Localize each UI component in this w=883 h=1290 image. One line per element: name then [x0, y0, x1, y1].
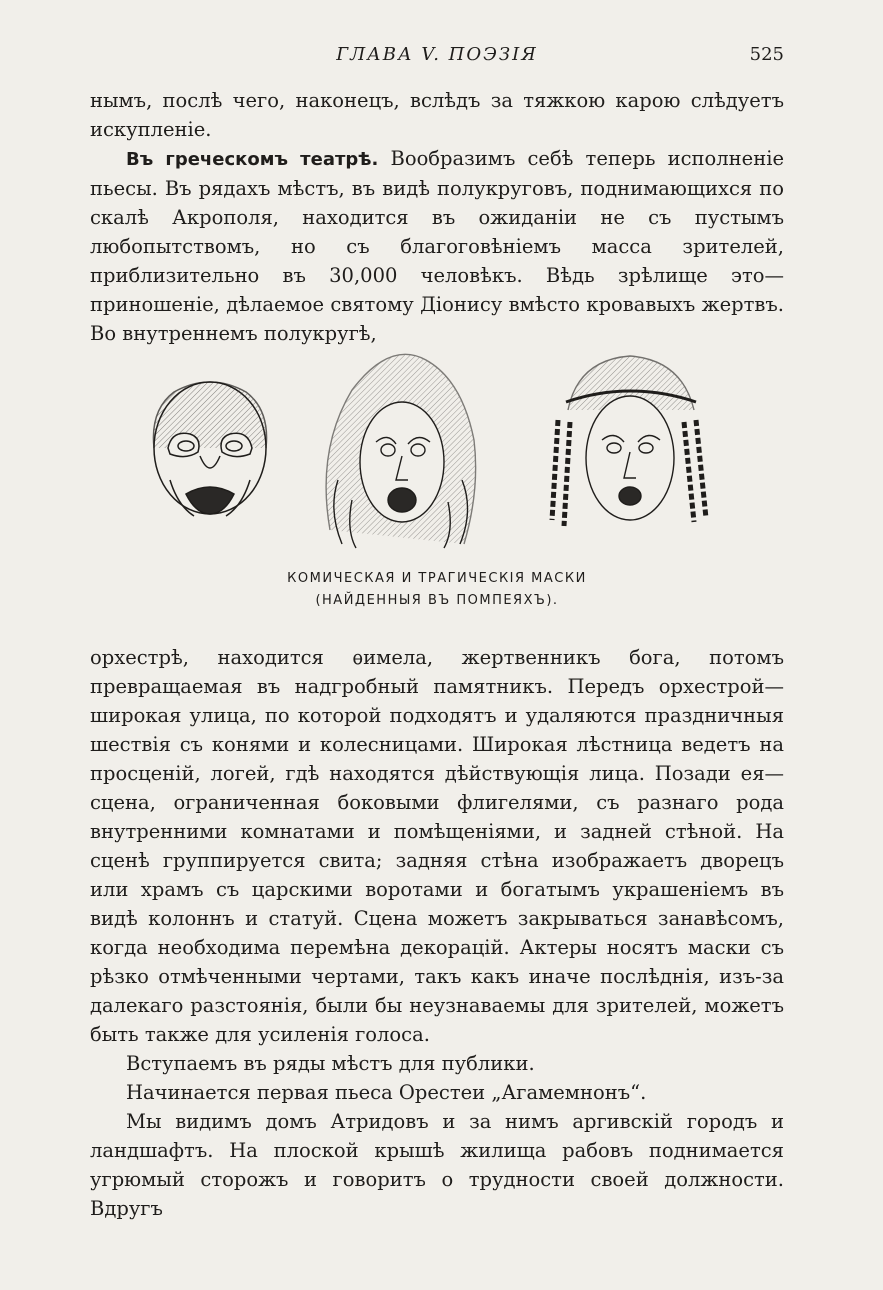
tragic-mask-headband-drawing [552, 356, 706, 526]
section-heading: Въ греческомъ театрѣ. [126, 149, 379, 170]
text-block-top [90, 86, 784, 348]
figure-caption [90, 568, 784, 612]
caption-line: (НАЙДЕННЫЯ ВЪ ПОМПЕЯХЪ). [315, 593, 559, 608]
paragraph: нымъ, послѣ чего, наконецъ, вслѣдъ за тяжкою карою слѣдуетъ искупленіе. [90, 89, 784, 141]
paragraph: Мы видимъ домъ Атридовъ и за нимъ аргивскій городъ и ландшафтъ. На плоской крышѣ жилища рабовъ поднимается угрюмый сторожъ и говоритъ о трудности своей должности. Вдругъ [90, 1110, 784, 1220]
text-block-bottom [90, 643, 784, 1223]
comic-mask-drawing [153, 382, 266, 516]
running-title: ГЛАВА V. ПОЭЗІЯ [336, 44, 538, 65]
page-number: 525 [749, 44, 784, 65]
masks-figure [90, 330, 784, 620]
page-header [90, 44, 784, 72]
paragraph: Вступаемъ въ ряды мѣстъ для публики. [126, 1052, 535, 1075]
caption-line: КОМИЧЕСКАЯ И ТРАГИЧЕСКІЯ МАСКИ [287, 571, 587, 586]
masks-illustration [90, 330, 784, 560]
paragraph: орхестрѣ, находится ѳимела, жертвенникъ бога, потомъ превращаемая въ надгробный памятникъ. Передъ орхестрой—широкая улица, по которой подходятъ и удаляются праздничныя шествія съ конями и колесницами. Широкая лѣстница ведетъ на просценій, логей, гдѣ находятся дѣйствующія лица. Позади ея—сцена, ограниченная боковыми флигелями, съ разнаго рода внутренними комнатами и помѣщеніями, и задней стѣной. На сценѣ группируется свита; задняя стѣна изображаетъ дворецъ или храмъ съ царскими воротами и богатымъ украшеніемъ въ видѣ колоннъ и статуй. Сцена можетъ закрываться занавѣсомъ, когда необходима перемѣна декорацій. Актеры носятъ маски съ рѣзко отмѣченными чертами, такъ какъ иначе послѣднія, изъ-за далекаго разстоянія, были бы неузнаваемы для зрителей, можетъ быть также для усиленія голоса. [90, 646, 784, 1046]
tragic-mask-hair-drawing [326, 354, 476, 548]
section-paragraph [90, 144, 784, 348]
paragraph: Начинается первая пьеса Орестеи „Агамемнонъ“. [126, 1081, 647, 1104]
section-text: Вообразимъ себѣ теперь исполненіе пьесы. Въ рядахъ мѣстъ, въ видѣ полукруговъ, поднимающихся по скалѣ Акрополя, находится въ ожиданіи не съ пустымъ любопытствомъ, но съ благоговѣніемъ масса зрителей, приблизительно въ 30,000 человѣкъ. Вѣдь зрѣлище это—приношеніе, дѣлаемое святому Діонису вмѣсто кровавыхъ жертвъ. Во внутреннемъ полукругѣ, [90, 147, 784, 345]
